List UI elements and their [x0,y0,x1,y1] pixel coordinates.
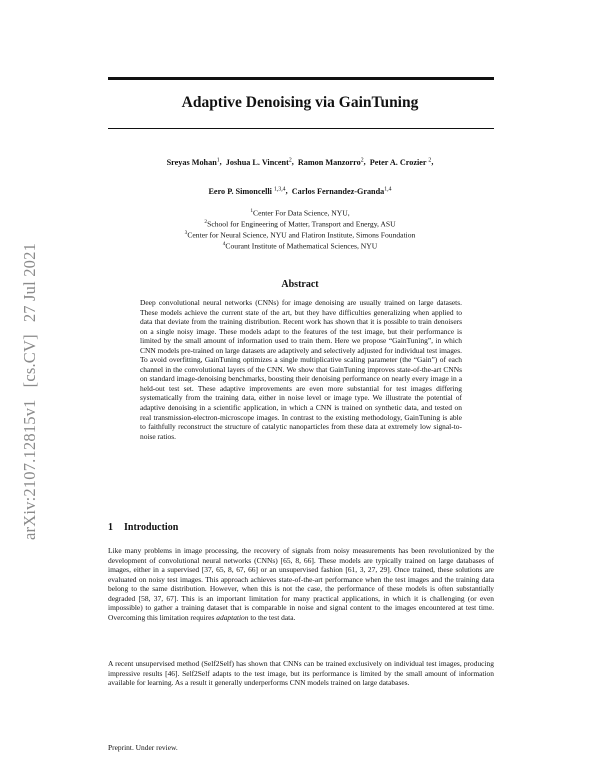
section-heading-introduction [108,522,178,533]
authors-line-1: Sreyas Mohan$^1$, Joshua L. Vincent$^2$, Ramon Manzorro$^2$, Peter A. Crozier $^2$, [166,157,434,167]
arxiv-id: arXiv:2107.12815v1 [20,399,39,540]
affiliation: $^4$Courant Institute of Mathematical Sciences, NYU [222,241,378,251]
arxiv-date: 27 Jul 2021 [20,242,39,323]
authors-line-2: Eero P. Simoncelli $^{1,3,4}$, Carlos Fernandez-Granda$^{1,4}$ [208,186,392,196]
affiliation: $^2$School for Engineering of Matter, Transport and Energy, ASU [204,219,396,229]
paper-title: Adaptive Denoising via GainTuning [181,94,419,111]
title-rule-bottom [108,128,494,129]
footer-note: Preprint. Under review. [108,743,178,752]
abstract-text: Deep convolutional neural networks (CNNs) for image denoising are usually trained on large datasets. These models achieve the current state of the art, but they have difficulties generalizing when applied to data that deviate from the training distribution. Recent work has shown that it is possible to train denoisers on a single noisy image. These models adapt to the features of the test image, but their performance is limited by the small amount of information used to train them. Here we propose “GainTuning”, in which CNN models pre-trained on large datasets are adaptively and selectively adjusted for individual test images. To avoid overfitting, GainTuning optimizes a single multiplicative scaling parameter (the “Gain”) of each channel in the convolutional layers of the CNN. We show that GainTuning improves state-of-the-art CNNs on standard image-denoising benchmarks, boosting their denoising performance on nearly every image in a held-out test set. These adaptive improvements are even more substantial for test images differing systematically from the training data, either in noise level or image type. We illustrate the potential of adaptive denoising in a scientific application, in which a CNN is trained on synthetic data, and tested on real transmission-electron-microscope images. In contrast to the existing methodology, GainTuning is able to faithfully reconstruct the structure of catalytic nanoparticles from these data at extremely low signal-to-noise ratios. [140,298,462,441]
author: Carlos Fernandez-Granda$^{1,4}$ [291,186,392,196]
title-rule-top [108,77,494,80]
author: Ramon Manzorro$^2$ [297,157,364,167]
author: Peter A. Crozier $^2$ [369,157,432,167]
section-title: Introduction [124,522,179,533]
arxiv-stamp [20,231,40,540]
section-number: 1 [108,522,113,533]
affiliations [0,207,600,252]
abstract-heading: Abstract [281,279,319,290]
author: Eero P. Simoncelli $^{1,3,4}$ [208,186,286,196]
author: Sreyas Mohan$^1$ [166,157,220,167]
affiliation: $^3$Center for Neural Science, NYU and Flatiron Institute, Simons Foundation [184,230,416,240]
intro-paragraph-1: Like many problems in image processing, the recovery of signals from noisy measurements has been revolutionized by the development of convolutional neural networks (CNNs) [65, 8, 66]. These models are typically trained on large databases of images, either in a supervised [37, 65, 8, 67, 66] or an unsupervised fashion [61, 3, 27, 29]. Once trained, these solutions are evaluated on noisy test images. This approach achieves state-of-the-art performance when the test images and the training data belong to the same distribution. However, when this is not the case, the performance of these models is often substantially degraded [58, 37, 67]. This is an important limitation for many practical applications, in which it is challenging (or even impossible) to gather a training dataset that is comparable in noise and signal content to the images encountered at test time. Overcoming this limitation requires adaptation to the test data. [108,546,494,622]
emphasis-adaptation: adaptation [216,612,249,622]
affiliation: $^1$Center For Data Science, NYU, [250,208,350,218]
intro-paragraph-2: A recent unsupervised method (Self2Self) has shown that CNNs can be trained exclusively on individual test images, producing impressive results [46]. Self2Self adapts to the test image, but its performance is limited by the small amount of information available for learning. As a result it generally underperforms CNN models trained on large databases. [108,659,494,688]
author: Joshua L. Vincent$^2$ [225,157,292,167]
arxiv-category: [cs.CV] [20,334,39,388]
